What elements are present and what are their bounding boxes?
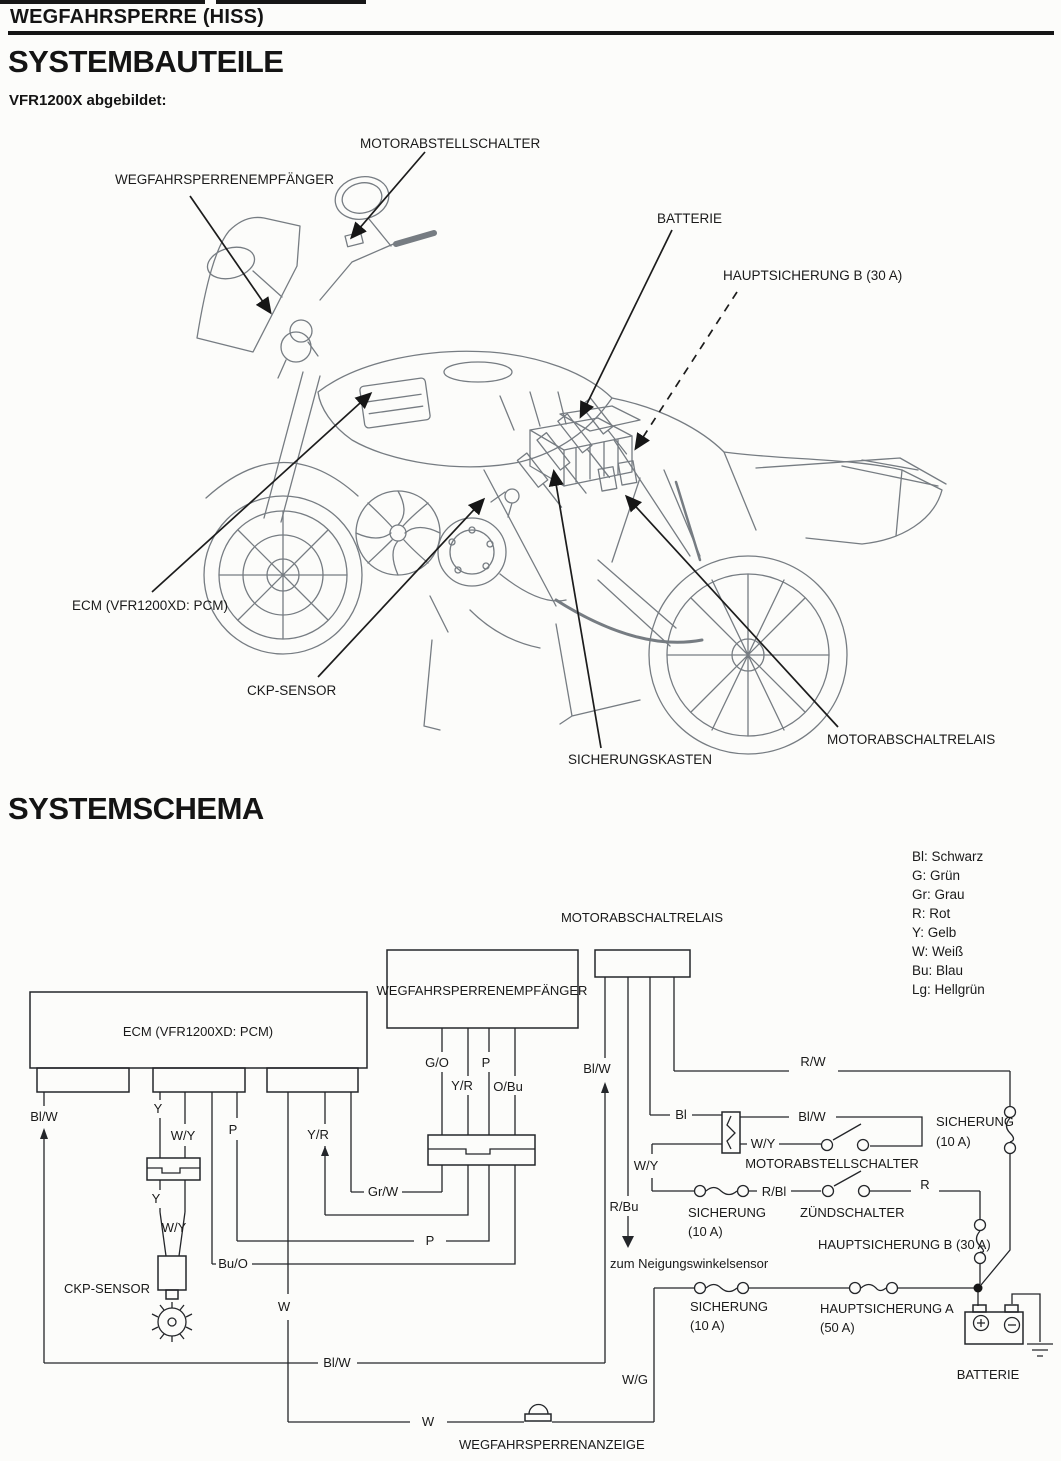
page-header: WEGFAHRSPERRE (HISS) xyxy=(10,6,265,28)
label-wy-bottom: W/Y xyxy=(161,1220,187,1235)
fuse-terminal xyxy=(975,1220,986,1231)
blw-direction-arrow xyxy=(40,1128,48,1139)
label-fuse-right-name: SICHERUNG xyxy=(936,1114,1015,1129)
arrow-motorabstellschalter xyxy=(352,152,425,237)
motorcycle-illustration xyxy=(197,172,946,754)
label-w-vertical: W xyxy=(277,1299,291,1314)
ckp-body xyxy=(158,1256,186,1290)
label-wy-top: W/Y xyxy=(170,1128,196,1143)
wire-relay-bl xyxy=(650,977,722,1115)
kill-switch-terminal xyxy=(822,1140,833,1151)
receiver-box-label: WEGFAHRSPERRENEMPFÄNGER xyxy=(376,983,588,998)
label-fuse-bottom-rating: (10 A) xyxy=(690,1318,725,1333)
lamp-dome xyxy=(529,1405,548,1415)
label-rbu: R/Bu xyxy=(609,1199,639,1214)
label-r: R xyxy=(920,1177,930,1192)
label-blw-loop: Bl/W xyxy=(798,1109,826,1124)
label-battery: BATTERIE xyxy=(956,1367,1020,1382)
wire-p-route xyxy=(237,1092,489,1241)
battery-junction xyxy=(974,1284,983,1293)
ecm-connector-right xyxy=(267,1068,358,1092)
fuse-terminal xyxy=(738,1283,749,1294)
ckp-connector xyxy=(147,1158,200,1180)
label-rbl: R/Bl xyxy=(761,1184,787,1199)
label-blw-bottom: Bl/W xyxy=(323,1355,351,1370)
callout-hauptsicherung-b: HAUPTSICHERUNG B (30 A) xyxy=(723,268,903,283)
label-fuse-ign-rating: (10 A) xyxy=(688,1224,723,1239)
arrow-wegfahrsperrenempfaenger xyxy=(190,196,270,312)
callout-motorabstellschalter: MOTORABSTELLSCHALTER xyxy=(360,136,541,151)
model-subtitle: VFR1200X abgebildet: xyxy=(9,92,167,109)
legend-gr: Gr: Grau xyxy=(912,887,965,902)
label-p-left: P xyxy=(228,1122,238,1137)
ignition-switch-terminal xyxy=(859,1186,870,1197)
label-wg: W/G xyxy=(622,1372,648,1387)
kill-switch-terminal xyxy=(858,1140,869,1151)
scan-artifact xyxy=(0,0,205,4)
label-kill-switch: MOTORABSTELLSCHALTER xyxy=(745,1156,919,1171)
receiver-connector-notch xyxy=(428,1149,535,1154)
battery-terminal-neg xyxy=(1005,1305,1018,1312)
fuse-terminal xyxy=(850,1283,861,1294)
relay-blw-arrow xyxy=(601,1082,609,1093)
callout-ckp-sensor: CKP-SENSOR xyxy=(247,683,337,698)
label-p-bottom: P xyxy=(425,1233,435,1248)
fuse-terminal xyxy=(695,1283,706,1294)
label-tilt-note: zum Neigungswinkelsensor xyxy=(610,1256,769,1271)
wire-wy-branch xyxy=(652,1144,722,1191)
legend-bl: Bl: Schwarz xyxy=(912,849,984,864)
reluctor-ring xyxy=(158,1308,186,1336)
label-bl: Bl xyxy=(675,1107,687,1122)
rbu-down-arrow xyxy=(622,1236,634,1248)
fuse-terminal xyxy=(695,1186,706,1197)
legend-bu: Bu: Blau xyxy=(912,963,964,978)
fuse-terminal xyxy=(887,1283,898,1294)
wire-buo-route xyxy=(212,1092,515,1264)
arrow-ckp-sensor xyxy=(318,500,483,677)
label-fuse-bottom-name: SICHERUNG xyxy=(690,1299,769,1314)
ecm-connector-middle xyxy=(153,1068,245,1092)
fuse-terminal xyxy=(738,1186,749,1197)
battery-terminal-pos xyxy=(973,1305,986,1312)
ecm-box-label: ECM (VFR1200XD: PCM) xyxy=(122,1024,274,1039)
label-fuse-ign-name: SICHERUNG xyxy=(688,1205,767,1220)
section-title-systemschema: SYSTEMSCHEMA xyxy=(8,791,264,826)
fuse-terminal xyxy=(1005,1143,1016,1154)
label-buo: Bu/O xyxy=(218,1256,248,1271)
label-indicator: WEGFAHRSPERRENANZEIGE xyxy=(459,1437,645,1452)
label-blw-relay: Bl/W xyxy=(583,1061,611,1076)
label-wy-coil: W/Y xyxy=(750,1136,776,1151)
label-wy-elbow: W/Y xyxy=(633,1158,659,1173)
wire-ckp-upper xyxy=(160,1092,185,1158)
callout-sicherungskasten: SICHERUNGSKASTEN xyxy=(568,752,713,767)
ckp-connector-notch xyxy=(147,1168,200,1173)
legend-y: Y: Gelb xyxy=(912,925,957,940)
label-go: G/O xyxy=(425,1055,449,1070)
arrow-ecm xyxy=(152,394,370,592)
label-main-fuse-b: HAUPTSICHERUNG B (30 A) xyxy=(818,1237,991,1252)
callout-motorabschaltrelais: MOTORABSCHALTRELAIS xyxy=(827,732,996,747)
relay-coil xyxy=(722,1112,740,1153)
ckp-tip xyxy=(166,1290,178,1299)
legend-w: W: Weiß xyxy=(912,944,964,959)
wire-rw-fuse xyxy=(981,1071,1010,1285)
relay-coil-zigzag xyxy=(727,1116,735,1149)
callout-batterie: BATTERIE xyxy=(657,211,723,226)
receiver-connector xyxy=(428,1135,535,1165)
fuse-wave xyxy=(706,1188,737,1195)
label-grw: Gr/W xyxy=(367,1184,399,1199)
section-title-systembauteile: SYSTEMBAUTEILE xyxy=(8,44,284,79)
callout-wegfahrsperrenempfaenger: WEGFAHRSPERRENEMPFÄNGER xyxy=(115,172,335,187)
label-ignition-switch: ZÜNDSCHALTER xyxy=(800,1205,905,1220)
arrow-sicherungskasten xyxy=(554,472,601,748)
schematic-wires xyxy=(40,977,1053,1422)
fuse-wave xyxy=(706,1285,737,1292)
yr-direction-arrow xyxy=(321,1146,329,1156)
wire-w-route xyxy=(288,1092,654,1422)
label-w-bottom: W xyxy=(421,1414,435,1429)
lamp-base xyxy=(525,1414,551,1421)
wire-labels xyxy=(30,1054,1019,1452)
label-main-fuse-a-rating: (50 A) xyxy=(820,1320,855,1335)
ecm-connector-left xyxy=(37,1068,129,1092)
battery-symbol xyxy=(965,1305,1023,1344)
label-y-bottom: Y xyxy=(151,1191,161,1206)
scan-artifact xyxy=(216,0,366,4)
label-main-fuse-a-name: HAUPTSICHERUNG A xyxy=(820,1301,954,1316)
legend-r: R: Rot xyxy=(912,906,951,921)
label-yr-left: Y/R xyxy=(307,1127,329,1142)
reluctor-hub xyxy=(168,1318,176,1326)
legend-lg: Lg: Hellgrün xyxy=(912,982,985,997)
label-fuse-right-rating: (10 A) xyxy=(936,1134,971,1149)
ckp-sensor-symbol xyxy=(152,1256,192,1342)
relay-box xyxy=(595,950,690,977)
label-yr-top: Y/R xyxy=(451,1078,473,1093)
arrow-batterie xyxy=(581,230,672,416)
callout-ecm: ECM (VFR1200XD: PCM) xyxy=(72,598,229,613)
wire-ckp-lower xyxy=(160,1180,185,1256)
ignition-switch-terminal xyxy=(823,1186,834,1197)
relay-title: MOTORABSCHALTRELAIS xyxy=(560,910,724,925)
label-p-top: P xyxy=(481,1055,491,1070)
indicator-lamp xyxy=(525,1405,551,1422)
label-obu: O/Bu xyxy=(493,1079,523,1094)
label-y-top: Y xyxy=(153,1101,163,1116)
label-rw: R/W xyxy=(800,1054,826,1069)
fuse-terminal xyxy=(975,1253,986,1264)
legend-g: G: Grün xyxy=(912,868,961,883)
label-blw-left: Bl/W xyxy=(30,1109,58,1124)
color-legend xyxy=(912,849,985,997)
label-ckp-sensor: CKP-SENSOR xyxy=(64,1281,150,1296)
callout-arrows xyxy=(152,152,838,748)
fuse-wave xyxy=(861,1285,886,1291)
callout-labels xyxy=(72,136,995,767)
